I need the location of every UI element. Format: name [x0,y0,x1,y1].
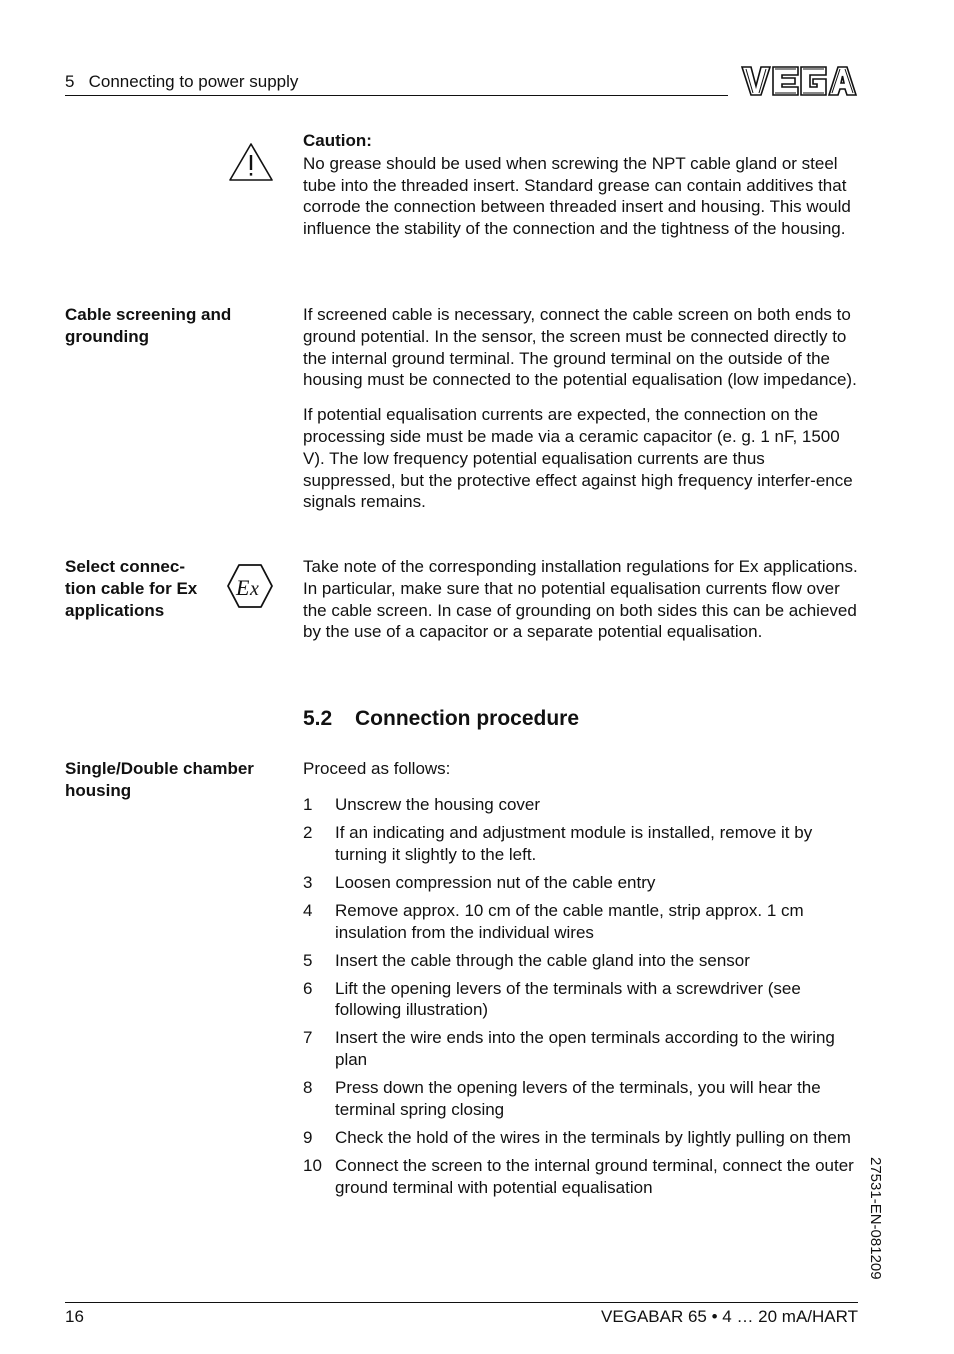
section-title: Connection procedure [355,707,580,730]
step-number: 1 [303,795,313,814]
step-number: 2 [303,822,313,842]
step-text: If an indicating and adjustment module is installed, remove it by turning it slightly to the left. [335,822,813,864]
ex-protection-icon [226,563,274,609]
step-number: 7 [303,1028,313,1048]
step-number: 5 [303,950,313,970]
section-number: 5.2 [303,707,333,730]
step-text: Insert the wire ends into the open terminals according to the wiring plan [335,1028,835,1070]
step-number: 6 [303,978,313,998]
ex-cable-label: Select connec-tion cable for Ex applications [65,557,198,620]
step-text: Lift the opening levers of the terminals with a screwdriver (see following illustration) [335,978,801,1020]
step-text: Loosen compression nut of the cable entry [335,872,656,892]
procedure-steps [303,794,859,1205]
list-item [303,1077,859,1121]
warning-triangle-icon [228,142,274,182]
page-number: 16 [65,1307,84,1326]
step-number: 8 [303,1078,313,1098]
step-number: 9 [303,1127,313,1147]
list-item [303,1127,859,1149]
procedure-intro: Proceed as follows: [303,759,451,778]
list-item [303,822,859,866]
header-rule [65,95,728,96]
list-item [303,1155,859,1199]
ex-cable-text: Take note of the corresponding installation regulations for Ex applications. In particular, make sure that no potential equalisation currents flow over the cable screen. In case of grounding on both sides this can be achieved by the use of a capacitor or a separate potential equalisation. [303,557,858,642]
caution-block [303,130,859,240]
cable-screening-label: Cable screening and grounding [65,305,232,346]
vega-logo [740,64,858,98]
step-text: Press down the opening levers of the terminals, you will hear the terminal spring closing [335,1078,821,1119]
list-item [303,978,859,1022]
step-number: 10 [303,1155,322,1175]
cable-screening-text [303,304,859,513]
svg-text:x: x [250,578,259,600]
footer-rule [65,1302,858,1303]
step-text: Check the hold of the wires in the terminals by lightly pulling on them [335,1127,851,1147]
list-item [303,900,859,944]
section-heading [303,707,579,731]
document-id: 27531-EN-081209 [867,1157,884,1280]
svg-text:E: E [236,575,250,600]
step-text: Connect the screen to the internal ground terminal, connect the outer ground terminal with potential equalisation [335,1155,854,1197]
step-number: 3 [303,872,313,892]
caution-title: Caution: [303,131,372,150]
step-text: Remove approx. 10 cm of the cable mantle, strip approx. 1 cm insulation from the individual wires [335,900,804,942]
cable-screening-para-1: If screened cable is necessary, connect the cable screen on both ends to ground potential. In the sensor, the screen must be connected directly to the internal ground terminal. The ground terminal on the outside of the housing must be connected to the potential equalisation (low impedance). [303,305,857,390]
step-text: Insert the cable through the cable gland into the sensor [335,950,750,970]
product-name: VEGABAR 65 • 4 … 20 mA/HART [601,1307,858,1326]
step-number: 4 [303,900,313,920]
list-item [303,872,859,894]
list-item [303,950,859,972]
list-item [303,1027,859,1071]
list-item [303,794,859,816]
procedure-label: Single/Double chamber housing [65,759,254,800]
step-text: Unscrew the housing cover [335,795,541,814]
caution-text: No grease should be used when screwing the NPT cable gland or steel tube into the threaded insert. Standard grease can contain additives that corrode the connection between threaded insert and housing. This would influence the stability of the connection and the tightness of the housing. [303,153,851,239]
cable-screening-para-2: If potential equalisation currents are expected, the connection on the processing side must be made via a ceramic capacitor (e. g. 1 nF, 1500 V). The low frequency potential equalisation currents are thus suppressed, but the protective effect against high frequency interfer-ence signals remains. [303,405,853,512]
running-header: 5 Connecting to power supply [65,72,299,91]
